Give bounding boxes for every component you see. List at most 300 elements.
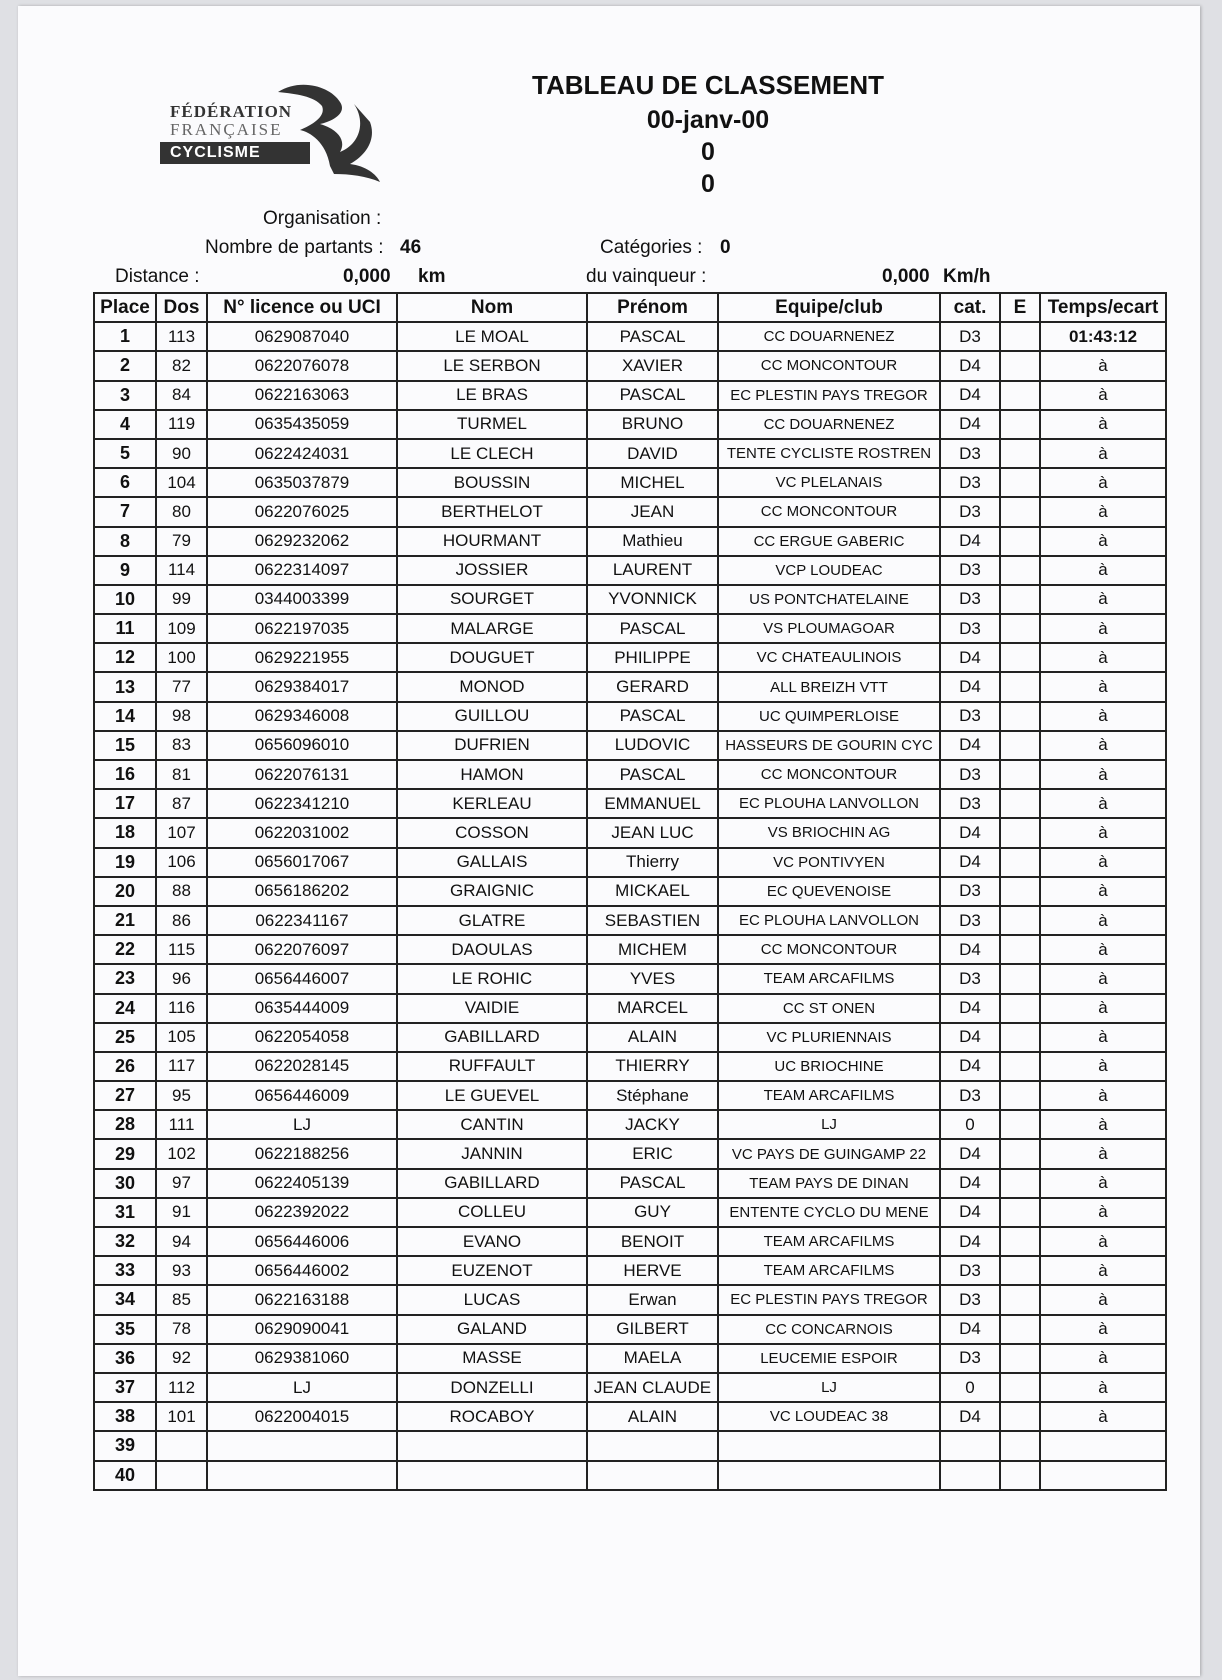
speed-value: 0,000	[882, 266, 930, 287]
cat-cell: D4	[940, 1315, 1000, 1344]
prenom-cell: ERIC	[587, 1139, 718, 1168]
e-cell	[1000, 1344, 1040, 1373]
dos-cell: 114	[156, 556, 207, 585]
prenom-cell: PASCAL	[587, 702, 718, 731]
table-row	[94, 964, 1166, 993]
nom-cell: EVANO	[397, 1227, 587, 1256]
place-cell: 5	[94, 439, 156, 468]
cat-cell: D3	[940, 702, 1000, 731]
e-cell	[1000, 439, 1040, 468]
place-cell: 32	[94, 1227, 156, 1256]
place-cell: 9	[94, 556, 156, 585]
table-row	[94, 468, 1166, 497]
table-row	[94, 1227, 1166, 1256]
place-cell: 4	[94, 410, 156, 439]
equipe-cell: CC CONCARNOIS	[718, 1315, 940, 1344]
cat-cell: D3	[940, 1344, 1000, 1373]
table-row	[94, 672, 1166, 701]
licence-cell: 0622054058	[207, 1023, 397, 1052]
e-cell	[1000, 1169, 1040, 1198]
temps-cell: à	[1040, 1256, 1166, 1285]
temps-cell: à	[1040, 818, 1166, 847]
dos-cell: 78	[156, 1315, 207, 1344]
event-date: 00-janv-00	[646, 106, 770, 134]
prenom-cell: THIERRY	[587, 1052, 718, 1081]
dos-cell: 77	[156, 672, 207, 701]
dos-cell: 94	[156, 1227, 207, 1256]
table-row	[94, 527, 1166, 556]
equipe-cell: CC ERGUE GABERIC	[718, 527, 940, 556]
cat-cell: D4	[940, 1023, 1000, 1052]
nom-cell: DOUGUET	[397, 643, 587, 672]
equipe-cell: CC MONCONTOUR	[718, 497, 940, 526]
place-cell: 33	[94, 1256, 156, 1285]
cat-cell: D3	[940, 906, 1000, 935]
licence-cell: 0622076131	[207, 760, 397, 789]
prenom-cell: DAVID	[587, 439, 718, 468]
temps-cell	[1040, 1461, 1166, 1490]
equipe-cell: EC PLOUHA LANVOLLON	[718, 906, 940, 935]
cat-cell: D4	[940, 381, 1000, 410]
equipe-cell: TEAM PAYS DE DINAN	[718, 1169, 940, 1198]
temps-cell: à	[1040, 1227, 1166, 1256]
temps-cell: à	[1040, 351, 1166, 380]
place-cell: 28	[94, 1110, 156, 1139]
e-cell	[1000, 702, 1040, 731]
licence-cell: 0344003399	[207, 585, 397, 614]
dos-cell: 104	[156, 468, 207, 497]
place-cell: 21	[94, 906, 156, 935]
licence-cell: 0622341210	[207, 789, 397, 818]
place-cell: 11	[94, 614, 156, 643]
temps-cell: à	[1040, 497, 1166, 526]
place-cell: 1	[94, 322, 156, 351]
table-row	[94, 731, 1166, 760]
temps-cell: à	[1040, 1373, 1166, 1402]
nom-cell: RUFFAULT	[397, 1052, 587, 1081]
table-row	[94, 322, 1166, 351]
partants-label: Nombre de partants :	[205, 237, 384, 258]
place-cell: 7	[94, 497, 156, 526]
equipe-cell: LJ	[718, 1110, 940, 1139]
dos-cell: 96	[156, 964, 207, 993]
dos-cell: 117	[156, 1052, 207, 1081]
prenom-cell: MICHEM	[587, 935, 718, 964]
table-row	[94, 410, 1166, 439]
header-line3: 0	[701, 170, 715, 198]
nom-cell: HOURMANT	[397, 527, 587, 556]
dos-cell: 80	[156, 497, 207, 526]
cat-cell: D3	[940, 760, 1000, 789]
prenom-cell: PASCAL	[587, 322, 718, 351]
dos-cell: 113	[156, 322, 207, 351]
dos-cell	[156, 1461, 207, 1490]
col-header-licence: N° licence ou UCI	[207, 293, 397, 322]
equipe-cell: VC PONTIVYEN	[718, 848, 940, 877]
equipe-cell: UC QUIMPERLOISE	[718, 702, 940, 731]
temps-cell: à	[1040, 1402, 1166, 1431]
cat-cell: D3	[940, 789, 1000, 818]
nom-cell: JANNIN	[397, 1139, 587, 1168]
equipe-cell: TEAM ARCAFILMS	[718, 1227, 940, 1256]
table-row	[94, 1110, 1166, 1139]
dos-cell: 115	[156, 935, 207, 964]
dos-cell: 97	[156, 1169, 207, 1198]
temps-cell: à	[1040, 410, 1166, 439]
equipe-cell: CC ST ONEN	[718, 994, 940, 1023]
temps-cell: à	[1040, 935, 1166, 964]
categories-value: 0	[720, 237, 731, 258]
licence-cell: 0622188256	[207, 1139, 397, 1168]
temps-cell: à	[1040, 1081, 1166, 1110]
temps-cell: à	[1040, 1139, 1166, 1168]
dos-cell	[156, 1431, 207, 1460]
table-row	[94, 1052, 1166, 1081]
equipe-cell: TENTE CYCLISTE ROSTREN	[718, 439, 940, 468]
nom-cell: TURMEL	[397, 410, 587, 439]
place-cell: 40	[94, 1461, 156, 1490]
dos-cell: 92	[156, 1344, 207, 1373]
place-cell: 19	[94, 848, 156, 877]
temps-cell: à	[1040, 643, 1166, 672]
licence-cell: 0656446009	[207, 1081, 397, 1110]
cat-cell: D4	[940, 848, 1000, 877]
temps-cell: à	[1040, 1315, 1166, 1344]
nom-cell	[397, 1461, 587, 1490]
dos-cell: 81	[156, 760, 207, 789]
licence-cell: 0629087040	[207, 322, 397, 351]
place-cell: 39	[94, 1431, 156, 1460]
equipe-cell: EC PLOUHA LANVOLLON	[718, 789, 940, 818]
table-row	[94, 1461, 1166, 1490]
distance-unit: km	[418, 266, 446, 287]
e-cell	[1000, 614, 1040, 643]
place-cell: 27	[94, 1081, 156, 1110]
temps-cell: à	[1040, 964, 1166, 993]
cat-cell: D4	[940, 643, 1000, 672]
table-row	[94, 1081, 1166, 1110]
place-cell: 14	[94, 702, 156, 731]
temps-cell: à	[1040, 439, 1166, 468]
nom-cell: LUCAS	[397, 1285, 587, 1314]
prenom-cell: PASCAL	[587, 381, 718, 410]
temps-cell: à	[1040, 760, 1166, 789]
dos-cell: 101	[156, 1402, 207, 1431]
cat-cell: D3	[940, 1081, 1000, 1110]
prenom-cell: BRUNO	[587, 410, 718, 439]
equipe-cell: CC DOUARNENEZ	[718, 322, 940, 351]
prenom-cell: HERVE	[587, 1256, 718, 1285]
nom-cell: GALAND	[397, 1315, 587, 1344]
temps-cell: à	[1040, 906, 1166, 935]
temps-cell: à	[1040, 468, 1166, 497]
cat-cell: D3	[940, 614, 1000, 643]
licence-cell	[207, 1431, 397, 1460]
table-row	[94, 351, 1166, 380]
equipe-cell: VS PLOUMAGOAR	[718, 614, 940, 643]
table-row	[94, 585, 1166, 614]
cat-cell: D4	[940, 1402, 1000, 1431]
licence-cell: 0629090041	[207, 1315, 397, 1344]
dos-cell: 87	[156, 789, 207, 818]
nom-cell: EUZENOT	[397, 1256, 587, 1285]
table-row	[94, 1373, 1166, 1402]
cat-cell: D4	[940, 1139, 1000, 1168]
nom-cell: HAMON	[397, 760, 587, 789]
equipe-cell: VS BRIOCHIN AG	[718, 818, 940, 847]
place-cell: 22	[94, 935, 156, 964]
licence-cell: 0629232062	[207, 527, 397, 556]
prenom-cell: GERARD	[587, 672, 718, 701]
prenom-cell: YVES	[587, 964, 718, 993]
col-header-equipe: Equipe/club	[718, 293, 940, 322]
place-cell: 10	[94, 585, 156, 614]
prenom-cell: MARCEL	[587, 994, 718, 1023]
nom-cell: GABILLARD	[397, 1023, 587, 1052]
dos-cell: 99	[156, 585, 207, 614]
temps-cell: à	[1040, 1023, 1166, 1052]
nom-cell: COLLEU	[397, 1198, 587, 1227]
licence-cell: 0656096010	[207, 731, 397, 760]
table-row	[94, 1285, 1166, 1314]
dos-cell: 116	[156, 994, 207, 1023]
licence-cell: 0622031002	[207, 818, 397, 847]
dos-cell: 84	[156, 381, 207, 410]
place-cell: 31	[94, 1198, 156, 1227]
nom-cell: DAOULAS	[397, 935, 587, 964]
cat-cell: D4	[940, 351, 1000, 380]
nom-cell: COSSON	[397, 818, 587, 847]
nom-cell: MASSE	[397, 1344, 587, 1373]
prenom-cell: ALAIN	[587, 1023, 718, 1052]
table-row	[94, 702, 1166, 731]
e-cell	[1000, 1256, 1040, 1285]
e-cell	[1000, 351, 1040, 380]
licence-cell: 0622163188	[207, 1285, 397, 1314]
equipe-cell: TEAM ARCAFILMS	[718, 1081, 940, 1110]
page-title: TABLEAU DE CLASSEMENT	[532, 70, 884, 100]
nom-cell: ROCABOY	[397, 1402, 587, 1431]
dos-cell: 111	[156, 1110, 207, 1139]
licence-cell: 0622341167	[207, 906, 397, 935]
table-row	[94, 497, 1166, 526]
col-header-e: E	[1000, 293, 1040, 322]
e-cell	[1000, 994, 1040, 1023]
e-cell	[1000, 1110, 1040, 1139]
nom-cell: GUILLOU	[397, 702, 587, 731]
temps-cell: à	[1040, 381, 1166, 410]
licence-cell: 0635435059	[207, 410, 397, 439]
e-cell	[1000, 789, 1040, 818]
licence-cell: 0656446002	[207, 1256, 397, 1285]
distance-label: Distance :	[115, 266, 200, 287]
licence-cell: LJ	[207, 1110, 397, 1139]
cat-cell: D4	[940, 1169, 1000, 1198]
cat-cell: D4	[940, 1227, 1000, 1256]
table-row	[94, 994, 1166, 1023]
equipe-cell	[718, 1461, 940, 1490]
equipe-cell: LJ	[718, 1373, 940, 1402]
place-cell: 12	[94, 643, 156, 672]
temps-cell	[1040, 1431, 1166, 1460]
cat-cell: D4	[940, 527, 1000, 556]
licence-cell	[207, 1461, 397, 1490]
table-row	[94, 877, 1166, 906]
licence-cell: 0629346008	[207, 702, 397, 731]
equipe-cell: HASSEURS DE GOURIN CYC	[718, 731, 940, 760]
e-cell	[1000, 1227, 1040, 1256]
equipe-cell	[718, 1431, 940, 1460]
col-header-prenom: Prénom	[587, 293, 718, 322]
temps-cell: à	[1040, 789, 1166, 818]
nom-cell: LE GUEVEL	[397, 1081, 587, 1110]
temps-cell: à	[1040, 877, 1166, 906]
temps-cell: à	[1040, 585, 1166, 614]
licence-cell: 0622392022	[207, 1198, 397, 1227]
licence-cell: LJ	[207, 1373, 397, 1402]
place-cell: 6	[94, 468, 156, 497]
table-row	[94, 1169, 1166, 1198]
e-cell	[1000, 848, 1040, 877]
table-row	[94, 935, 1166, 964]
e-cell	[1000, 935, 1040, 964]
place-cell: 26	[94, 1052, 156, 1081]
temps-cell: à	[1040, 1052, 1166, 1081]
licence-cell: 0622076078	[207, 351, 397, 380]
dos-cell: 95	[156, 1081, 207, 1110]
nom-cell: LE ROHIC	[397, 964, 587, 993]
vainqueur-label: du vainqueur :	[586, 266, 707, 287]
e-cell	[1000, 322, 1040, 351]
prenom-cell: YVONNICK	[587, 585, 718, 614]
nom-cell: GRAIGNIC	[397, 877, 587, 906]
temps-cell: à	[1040, 527, 1166, 556]
place-cell: 2	[94, 351, 156, 380]
cat-cell: D4	[940, 410, 1000, 439]
equipe-cell: VC CHATEAULINOIS	[718, 643, 940, 672]
nom-cell: BOUSSIN	[397, 468, 587, 497]
nom-cell: MALARGE	[397, 614, 587, 643]
e-cell	[1000, 556, 1040, 585]
equipe-cell: VCP LOUDEAC	[718, 556, 940, 585]
nom-cell: BERTHELOT	[397, 497, 587, 526]
licence-cell: 0622076097	[207, 935, 397, 964]
dos-cell: 79	[156, 527, 207, 556]
temps-cell: 01:43:12	[1040, 322, 1166, 351]
licence-cell: 0622405139	[207, 1169, 397, 1198]
equipe-cell: CC MONCONTOUR	[718, 351, 940, 380]
results-table	[93, 292, 1167, 1491]
temps-cell: à	[1040, 848, 1166, 877]
place-cell: 17	[94, 789, 156, 818]
dos-cell: 106	[156, 848, 207, 877]
licence-cell: 0622004015	[207, 1402, 397, 1431]
distance-value: 0,000	[343, 266, 391, 287]
e-cell	[1000, 1431, 1040, 1460]
licence-cell: 0622163063	[207, 381, 397, 410]
cat-cell: D4	[940, 1198, 1000, 1227]
prenom-cell: Erwan	[587, 1285, 718, 1314]
nom-cell: LE MOAL	[397, 322, 587, 351]
e-cell	[1000, 1023, 1040, 1052]
place-cell: 38	[94, 1402, 156, 1431]
dos-cell: 88	[156, 877, 207, 906]
licence-cell: 0635444009	[207, 994, 397, 1023]
equipe-cell: VC PLELANAIS	[718, 468, 940, 497]
nom-cell: MONOD	[397, 672, 587, 701]
organisation-label: Organisation :	[263, 208, 382, 229]
place-cell: 29	[94, 1139, 156, 1168]
dos-cell: 90	[156, 439, 207, 468]
cat-cell: D4	[940, 672, 1000, 701]
temps-cell: à	[1040, 672, 1166, 701]
equipe-cell: CC DOUARNENEZ	[718, 410, 940, 439]
e-cell	[1000, 818, 1040, 847]
equipe-cell: ALL BREIZH VTT	[718, 672, 940, 701]
prenom-cell	[587, 1461, 718, 1490]
cat-cell: D3	[940, 468, 1000, 497]
place-cell: 18	[94, 818, 156, 847]
licence-cell: 0622076025	[207, 497, 397, 526]
table-row	[94, 643, 1166, 672]
cat-cell: D3	[940, 964, 1000, 993]
e-cell	[1000, 527, 1040, 556]
dos-cell: 105	[156, 1023, 207, 1052]
dos-cell: 86	[156, 906, 207, 935]
cat-cell: D3	[940, 585, 1000, 614]
licence-cell: 0656446007	[207, 964, 397, 993]
e-cell	[1000, 672, 1040, 701]
cat-cell: D3	[940, 1285, 1000, 1314]
prenom-cell: JEAN CLAUDE	[587, 1373, 718, 1402]
equipe-cell: LEUCEMIE ESPOIR	[718, 1344, 940, 1373]
nom-cell: LE BRAS	[397, 381, 587, 410]
equipe-cell: CC MONCONTOUR	[718, 760, 940, 789]
prenom-cell: Stéphane	[587, 1081, 718, 1110]
equipe-cell: TEAM ARCAFILMS	[718, 964, 940, 993]
e-cell	[1000, 1285, 1040, 1314]
table-row	[94, 556, 1166, 585]
prenom-cell: MICKAEL	[587, 877, 718, 906]
equipe-cell: UC BRIOCHINE	[718, 1052, 940, 1081]
place-cell: 3	[94, 381, 156, 410]
cat-cell: D3	[940, 877, 1000, 906]
prenom-cell: Mathieu	[587, 527, 718, 556]
nom-cell: GABILLARD	[397, 1169, 587, 1198]
col-header-dos: Dos	[156, 293, 207, 322]
prenom-cell: PASCAL	[587, 614, 718, 643]
prenom-cell: JACKY	[587, 1110, 718, 1139]
temps-cell: à	[1040, 731, 1166, 760]
col-header-temps: Temps/ecart	[1040, 293, 1166, 322]
place-cell: 24	[94, 994, 156, 1023]
prenom-cell: PASCAL	[587, 760, 718, 789]
nom-cell: VAIDIE	[397, 994, 587, 1023]
dos-cell: 98	[156, 702, 207, 731]
nom-cell	[397, 1431, 587, 1460]
e-cell	[1000, 1402, 1040, 1431]
temps-cell: à	[1040, 1198, 1166, 1227]
table-row	[94, 906, 1166, 935]
cat-cell: 0	[940, 1373, 1000, 1402]
place-cell: 16	[94, 760, 156, 789]
licence-cell: 0622028145	[207, 1052, 397, 1081]
table-row	[94, 439, 1166, 468]
equipe-cell: EC PLESTIN PAYS TREGOR	[718, 1285, 940, 1314]
prenom-cell: XAVIER	[587, 351, 718, 380]
table-row	[94, 1344, 1166, 1373]
dos-cell: 91	[156, 1198, 207, 1227]
